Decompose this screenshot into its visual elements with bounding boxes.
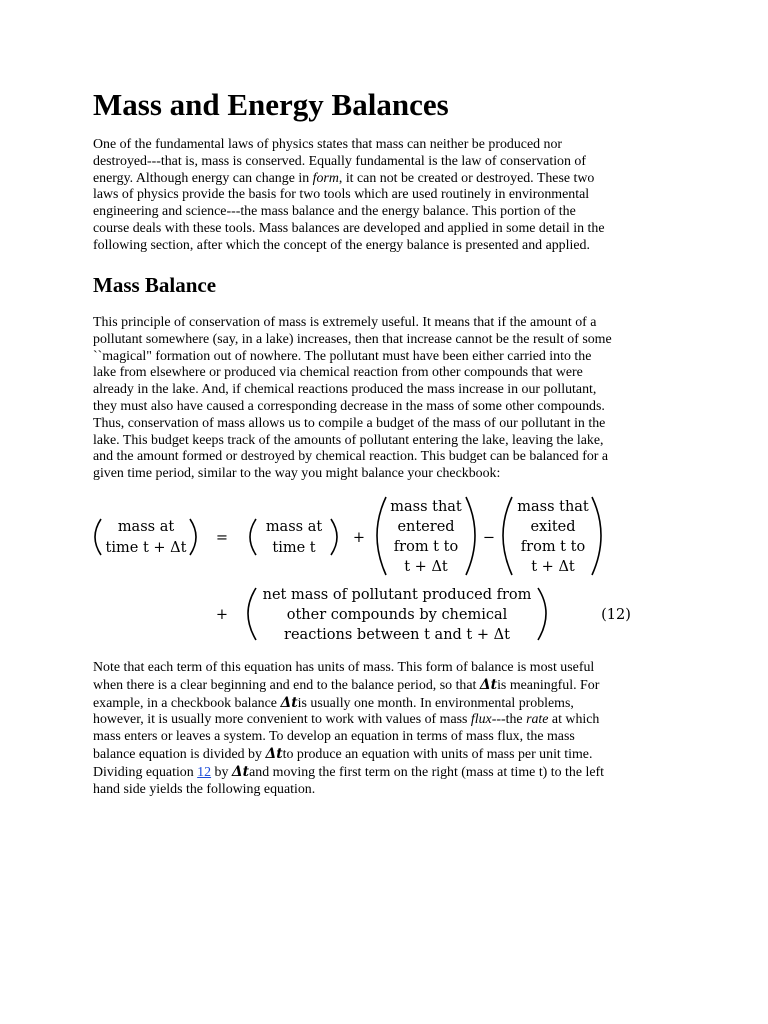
text-line: already in the lake. And, if chemical reactions produced the mass increase in our pollutant,: [93, 382, 597, 398]
text-line: [93, 746, 693, 764]
text-line: [93, 712, 693, 729]
text-line: they must also have caused a corresponding decrease in the mass of some other compounds.: [93, 398, 605, 414]
text-run: to produce an equation with units of mass per unit time.: [282, 746, 593, 762]
equation-equals: =: [215, 530, 229, 546]
text-run: example, in a checkbook balance: [93, 695, 281, 711]
note-paragraph: [93, 660, 693, 798]
text-line: hand side yields the following equation.: [93, 781, 316, 797]
text-line: [93, 764, 693, 782]
text-line: One of the fundamental laws of physics states that mass can neither be produced nor: [93, 137, 563, 152]
text-run: balance equation is divided by: [93, 746, 266, 762]
emphasis-form: form: [312, 170, 339, 186]
text-run: is usually one month. In environmental problems,: [297, 695, 574, 711]
delta-t-symbol: Δt: [280, 694, 298, 711]
text-line: course deals with these tools. Mass balances are developed and applied in some detail in the: [93, 220, 605, 236]
equation-term5-line1: net mass of pollutant produced from: [262, 587, 532, 603]
equation-minus: −: [482, 530, 496, 546]
text-line: pollutant somewhere (say, in a lake) increases, then that increase cannot be the result of some: [93, 331, 612, 347]
equation-term2-line1: mass at: [265, 519, 323, 535]
equation-term3-line1: mass that: [390, 499, 462, 515]
text-line: given time period, similar to the way you might balance your checkbook:: [93, 466, 501, 482]
emphasis-flux: flux: [470, 712, 492, 728]
text-line: and the amount formed or destroyed by chemical reaction. This budget can be balanced for a: [93, 449, 609, 465]
text-line: [93, 695, 693, 713]
equation-term5-line3: reactions between t and t + Δt: [284, 627, 510, 643]
equation-term3-line3: from t to: [393, 539, 459, 555]
equation-term3-line2: entered: [397, 519, 455, 535]
text-run: , it can not be created or destroyed. These two: [338, 170, 595, 186]
text-line: following section, after which the concept of the energy balance is presented and applied.: [93, 237, 590, 253]
text-line: laws of physics provide the basis for two tools which are used routinely in environmental: [93, 187, 590, 203]
text-line: Thus, conservation of mass allows us to compile a budget of the mass of our pollutant in the: [93, 415, 606, 431]
equation-number: (12): [601, 607, 631, 623]
page-title: Mass and Energy Balances: [93, 87, 449, 122]
equation-term4-line1: mass that: [517, 499, 589, 515]
text-line: Note that each term of this equation has units of mass. This form of balance is most useful: [93, 660, 595, 675]
text-run: ---the: [491, 712, 527, 728]
text-run: however, it is usually more convenient to work with values of mass: [93, 712, 471, 728]
equation-term1-line1: mass at: [117, 519, 175, 535]
equation-term3-line4: t + Δt: [404, 559, 448, 575]
equation-term4-line3: from t to: [520, 539, 586, 555]
text-run: when there is a clear beginning and end to the balance period, so that: [93, 677, 480, 693]
equation-plus: +: [352, 530, 366, 546]
text-line: mass enters or leaves a system. To develop an equation in terms of mass flux, the mass: [93, 729, 575, 745]
emphasis-rate: rate: [526, 712, 549, 728]
text-run: by: [211, 764, 232, 780]
text-line: destroyed---that is, mass is conserved. Equally fundamental is the law of conservation of: [93, 153, 586, 169]
equation-term1-line2: time t + Δt: [105, 540, 187, 556]
text-run: and moving the first term on the right (mass at time t) to the left: [249, 764, 605, 780]
equation-12-link[interactable]: 12: [197, 764, 212, 780]
text-line: lake from elsewhere or produced via chemical reaction from other compounds that were: [93, 365, 583, 381]
text-run: energy. Although energy can change in: [93, 170, 313, 186]
text-run: at which: [548, 712, 600, 728]
equation-term4-line4: t + Δt: [531, 559, 575, 575]
equation-term4-line2: exited: [530, 519, 576, 535]
delta-t-symbol: Δt: [479, 676, 498, 693]
text-line: lake. This budget keeps track of the amounts of pollutant entering the lake, leaving the lake,: [93, 432, 604, 448]
text-line: This principle of conservation of mass is extremely useful. It means that if the amount of a: [93, 315, 597, 330]
equation-term2-line2: time t: [272, 540, 316, 556]
text-line: engineering and science---the mass balance and the energy balance. This portion of the: [93, 204, 576, 220]
text-run: is meaningful. For: [497, 677, 600, 693]
delta-t-symbol: Δt: [231, 763, 250, 780]
text-line: [93, 677, 693, 695]
equation-term5-line2: other compounds by chemical: [286, 607, 508, 623]
text-run: Dividing equation: [93, 764, 198, 780]
delta-t-symbol: Δt: [265, 745, 283, 762]
text-line: ``magical" formation out of nowhere. The pollutant must have been either carried into the: [93, 348, 592, 364]
section-heading: Mass Balance: [93, 273, 217, 297]
equation-plus2: +: [215, 607, 229, 623]
